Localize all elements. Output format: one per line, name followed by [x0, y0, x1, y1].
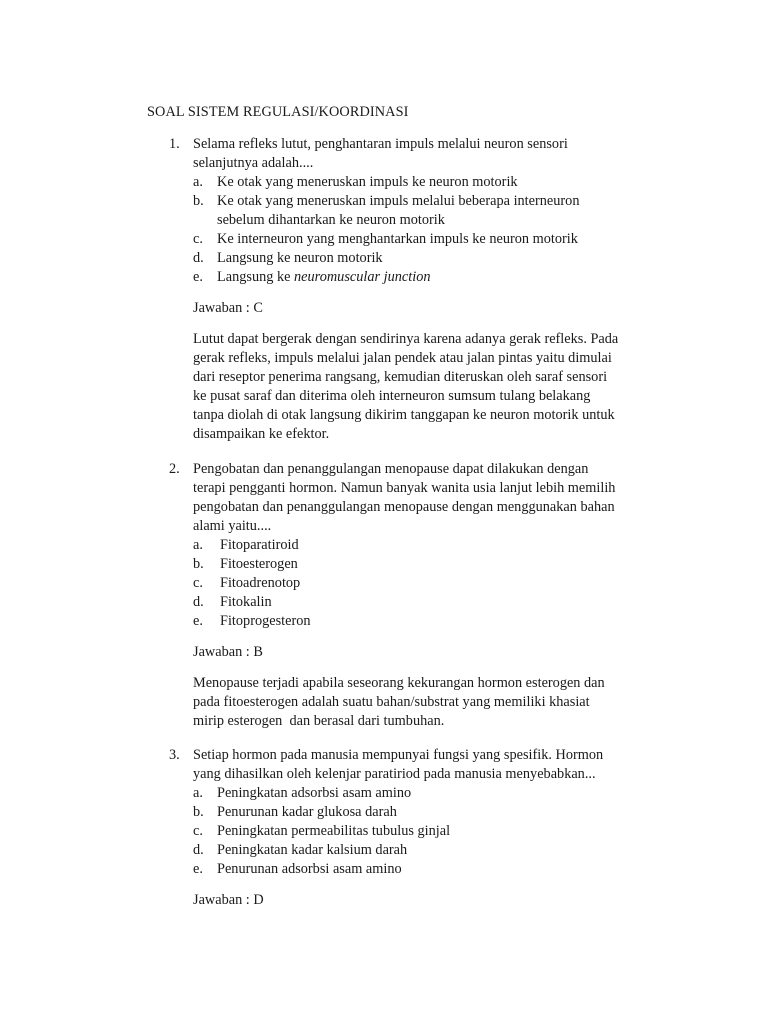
option-letter: d. [193, 842, 204, 858]
document-title: SOAL SISTEM REGULASI/KOORDINASI [147, 104, 409, 120]
option-text: Penurunan adsorbsi asam amino [217, 861, 402, 877]
question-number: 1. [169, 136, 180, 152]
option-letter: a. [193, 174, 203, 190]
question-text [193, 135, 663, 173]
option-letter: b. [193, 556, 204, 572]
option-text: Ke interneuron yang menghantarkan impuls ke neuron motorik [217, 231, 578, 247]
question-text-line: Setiap hormon pada manusia mempunyai fungsi yang spesifik. Hormon [193, 747, 604, 763]
option-c [193, 822, 659, 841]
question-3 [169, 746, 659, 910]
option-a [193, 536, 659, 555]
question-text [193, 746, 663, 784]
question-number: 3. [169, 747, 180, 763]
option-b [193, 555, 659, 574]
option-letter: c. [193, 823, 203, 839]
option-text-prefix: Langsung ke [217, 269, 295, 285]
option-list [193, 536, 659, 631]
explanation-line: Menopause terjadi apabila seseorang kekurangan hormon esterogen dan [193, 675, 605, 691]
option-letter: d. [193, 594, 204, 610]
option-letter: e. [193, 861, 203, 877]
option-letter: e. [193, 613, 203, 629]
answer-label: Jawaban : C [193, 300, 263, 316]
option-text: Ke otak yang meneruskan impuls melalui beberapa interneuron [217, 193, 580, 209]
option-text: Fitoparatiroid [220, 537, 299, 553]
question-text-line: terapi pengganti hormon. Namun banyak wanita usia lanjut lebih memilih [193, 480, 616, 496]
question-text-line: Pengobatan dan penanggulangan menopause dapat dilakukan dengan [193, 461, 589, 477]
question-number: 2. [169, 461, 180, 477]
option-e [193, 860, 659, 879]
option-a [193, 784, 659, 803]
option-b [193, 803, 659, 822]
option-list [193, 173, 659, 287]
answer-label: Jawaban : B [193, 644, 263, 660]
explanation [193, 330, 661, 444]
option-e [193, 612, 659, 631]
option-d [193, 249, 659, 268]
option-text: Fitokalin [220, 594, 272, 610]
option-text: Fitoadrenotop [220, 575, 301, 591]
question-2 [169, 460, 659, 731]
option-d [193, 841, 659, 860]
option-text-italic: neuromuscular junction [294, 269, 431, 285]
explanation-line: dari reseptor penerima rangsang, kemudian diteruskan oleh saraf sensori [193, 369, 608, 385]
option-text: Peningkatan adsorbsi asam amino [217, 785, 412, 801]
option-text: Fitoesterogen [220, 556, 298, 572]
option-text: Peningkatan permeabilitas tubulus ginjal [217, 823, 451, 839]
option-letter: e. [193, 269, 203, 285]
option-text: Langsung ke neuron motorik [217, 250, 383, 266]
option-letter: a. [193, 537, 203, 553]
explanation-line: tanpa diolah di otak langsung dikirim tanggapan ke neuron motorik untuk [193, 407, 615, 423]
option-letter: a. [193, 785, 203, 801]
option-letter: d. [193, 250, 204, 266]
option-b [193, 192, 659, 230]
question-text-line: selanjutnya adalah.... [193, 155, 314, 171]
option-text: Penurunan kadar glukosa darah [217, 804, 397, 820]
explanation-line: disampaikan ke efektor. [193, 426, 330, 442]
option-text: Fitoprogesteron [220, 613, 311, 629]
question-text-line: yang dihasilkan oleh kelenjar paratiriod pada manusia menyebabkan... [193, 766, 596, 782]
option-letter: b. [193, 193, 204, 209]
question-text-line: pengobatan dan penanggulangan menopause dengan menggunakan bahan [193, 499, 615, 515]
explanation-line: ke pusat saraf dan diterima oleh interneuron sumsum tulang belakang [193, 388, 591, 404]
question-1 [169, 135, 659, 444]
question-text-line: alami yaitu.... [193, 518, 272, 534]
question-text-line: Selama refleks lutut, penghantaran impuls melalui neuron sensori [193, 136, 568, 152]
option-text [217, 268, 659, 287]
question-text [193, 460, 663, 536]
option-letter: b. [193, 804, 204, 820]
answer-label: Jawaban : D [193, 892, 264, 908]
option-letter: c. [193, 575, 203, 591]
option-text: Ke otak yang meneruskan impuls ke neuron motorik [217, 174, 518, 190]
explanation-line: pada fitoesterogen adalah suatu bahan/substrat yang memiliki khasiat [193, 694, 590, 710]
option-letter: c. [193, 231, 203, 247]
option-c [193, 230, 659, 249]
option-a [193, 173, 659, 192]
explanation-line: mirip esterogen dan berasal dari tumbuhan. [193, 713, 445, 729]
option-d [193, 593, 659, 612]
explanation [193, 674, 661, 731]
explanation-line: gerak refleks, impuls melalui jalan pendek atau jalan pintas yaitu dimulai [193, 350, 612, 366]
option-text: Peningkatan kadar kalsium darah [217, 842, 408, 858]
explanation-line: Lutut dapat bergerak dengan sendirinya karena adanya gerak refleks. Pada [193, 331, 619, 347]
option-e [193, 268, 659, 287]
option-list [193, 784, 659, 879]
option-text: sebelum dihantarkan ke neuron motorik [217, 212, 445, 228]
option-c [193, 574, 659, 593]
